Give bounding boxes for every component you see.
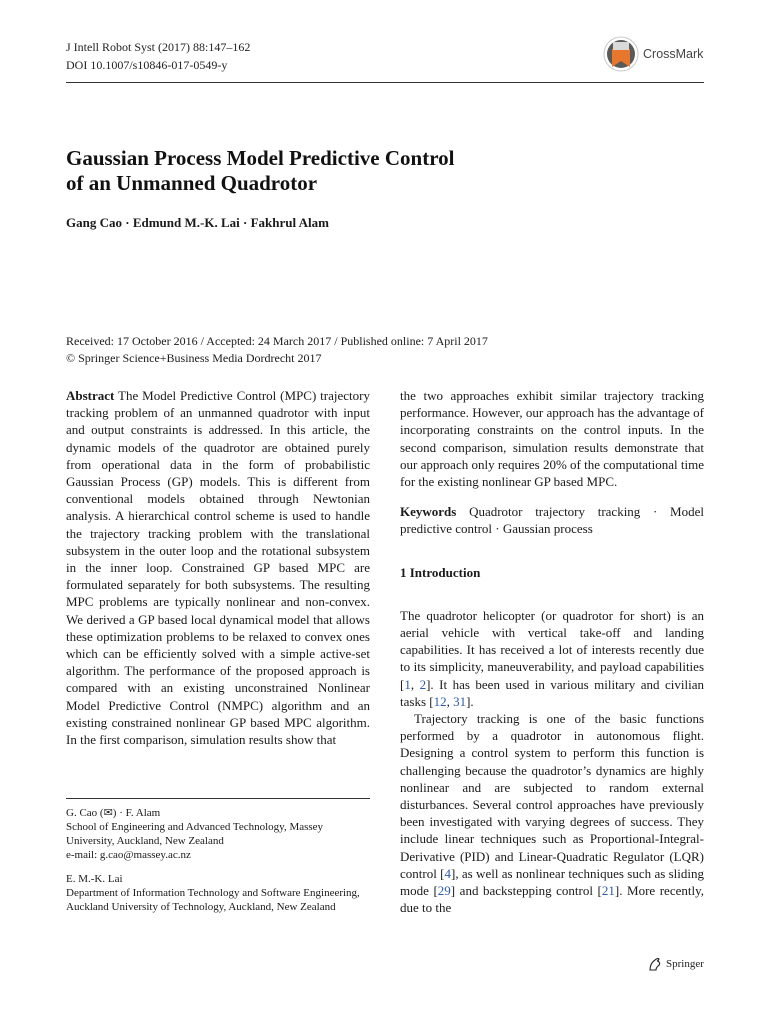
doi: DOI 10.1007/s10846-017-0549-y xyxy=(66,58,228,72)
keywords-text: Quadrotor trajectory tracking · Model predictive control · Gaussian process xyxy=(400,504,704,537)
title-line-1: Gaussian Process Model Predictive Control xyxy=(66,146,455,170)
received-dates: Received: 17 October 2016 / Accepted: 24 March 2017 / Published online: 7 April 2017 xyxy=(66,334,488,348)
citation-link[interactable]: 2 xyxy=(419,676,427,692)
article-title xyxy=(66,146,686,196)
footnote-author-1-email[interactable]: e-mail: g.cao@massey.ac.nz xyxy=(66,849,191,861)
journal-header xyxy=(66,38,250,74)
footnote-author-2-name: E. M.-K. Lai xyxy=(66,873,123,885)
footnote-author-1-affiliation: School of Engineering and Advanced Technology, Massey University, Auckland, New Zealand xyxy=(66,821,324,847)
publication-dates xyxy=(66,333,488,367)
abstract-paragraph xyxy=(66,387,370,748)
author-list: Gang Cao · Edmund M.-K. Lai · Fakhrul Alam xyxy=(66,215,329,230)
publisher-name: Springer xyxy=(666,958,704,970)
right-column xyxy=(400,387,704,916)
title-line-2: of an Unmanned Quadrotor xyxy=(66,171,318,195)
citation-link[interactable]: 21 xyxy=(601,883,615,899)
intro-paragraph-2: Trajectory tracking is one of the basic functions performed by a quadrotor in autonomous flight. Designing a control system to perform this function is challenging because the quadrotor’s dynamics are highly nonlinear and are subjected to random external disturbances. Several control approaches have previously been investigated with varying degrees of success. They include linear techniques such as Proportional-Integral-Derivative (PID) and Linear-Quadratic Regulator (LQR) control [4], as well as nonlinear techniques such as sliding mode [29] and backstepping control [21]. More recently, due to the xyxy=(400,711,705,916)
keywords-label: Keywords xyxy=(400,504,457,520)
left-column xyxy=(66,387,370,748)
crossmark-logo-icon xyxy=(603,36,639,72)
citation-link[interactable]: 29 xyxy=(437,883,451,899)
publisher-footer xyxy=(647,956,704,972)
keywords-paragraph xyxy=(400,503,704,537)
citation-link[interactable]: 4 xyxy=(444,865,451,881)
springer-horse-icon xyxy=(647,956,663,972)
journal-citation: J Intell Robot Syst (2017) 88:147–162 xyxy=(66,40,251,54)
intro-paragraph-1: The quadrotor helicopter (or quadrotor for short) is an aerial vehicle with vertical take-off and landing capabilities. It has received a lot of interests recently due to its simplicity, maneuverability, and payload capabilities [1, 2]. It has been used in various military and civilian tasks [12, 31]. xyxy=(400,607,705,709)
citation-link[interactable]: 1 xyxy=(404,676,411,692)
footnote-author-2-affiliation: Department of Information Technology and Software Engineering, Auckland University of Technology, Auckland, New Zealand xyxy=(66,887,360,913)
crossmark-badge[interactable] xyxy=(603,33,713,75)
section-heading-introduction: 1 Introduction xyxy=(400,564,481,580)
abstract-text-left: The Model Predictive Control (MPC) trajectory tracking problem of an unmanned quadrotor with input and output constraints is addressed. In this article, the dynamic models of the quadrotor are obtained purely from operational data in the form of probabilistic Gaussian Process (GP) models. This is different from conventional models obtained through Newtonian analysis. A hierarchical control scheme is used to handle the trajectory tracking problem with the translational subsystem in the outer loop and the rotational subsystem in the inner loop. Constrained GP based MPC are formulated separately for both subsystems. The resulting MPC problems are typically nonlinear and non-convex. We derived a GP based local dynamical model that allows these optimization problems to be relaxed to convex ones which can be efficiently solved with a simple active-set algorithm. The performance of the proposed approach is compared with an existing unconstrained Nonlinear Model Predictive Control (NMPC) algorithm and an existing constrained nonlinear GP based MPC algorithm. In the first comparison, simulation results show that xyxy=(66,388,370,748)
abstract-label: Abstract xyxy=(66,388,115,403)
citation-link[interactable]: 31 xyxy=(453,693,467,709)
citation-link[interactable]: 12 xyxy=(433,693,447,709)
footnote-author-1-names: G. Cao (✉) · F. Alam xyxy=(66,807,161,819)
author-footnotes xyxy=(66,806,370,914)
header-rule xyxy=(66,82,704,83)
crossmark-label: CrossMark xyxy=(643,47,704,61)
abstract-continuation: the two approaches exhibit similar trajectory tracking performance. However, our approach has the advantage of incorporating constraints on the control inputs. In the second comparison, simulation results demonstrate that our approach only requires 20% of the computational time for the existing nonlinear GP based MPC. xyxy=(400,388,704,490)
footnote-rule xyxy=(66,798,370,799)
copyright-line: © Springer Science+Business Media Dordrecht 2017 xyxy=(66,351,322,365)
